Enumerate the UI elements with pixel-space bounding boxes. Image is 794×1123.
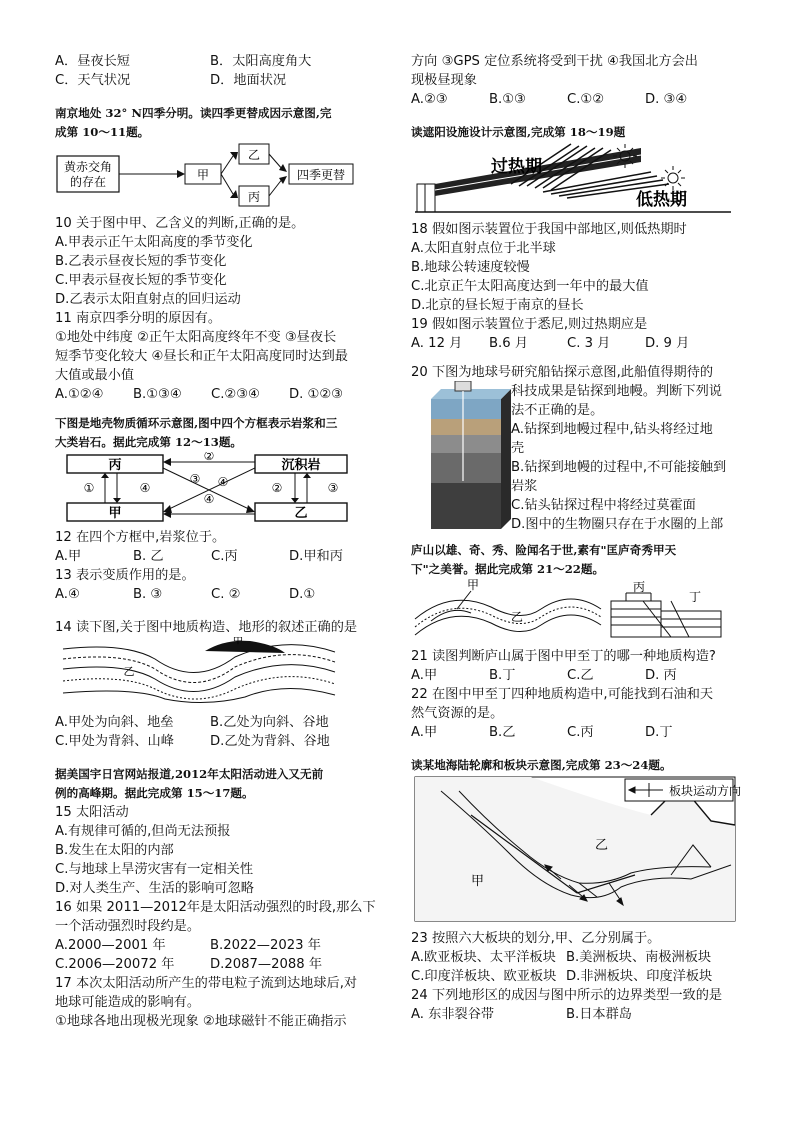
question-20: 法不正确的是。 bbox=[511, 403, 604, 418]
question-22: 22 在图中甲至丁四种地质构造中,可能找到石油和天 bbox=[411, 687, 714, 702]
option[interactable]: D.非洲板块、印度洋板块 bbox=[566, 969, 713, 984]
diagram-label: 乙 bbox=[247, 148, 261, 162]
right-column bbox=[411, 52, 746, 1024]
option[interactable]: C.与地球上旱涝灾害有一定相关性 bbox=[55, 862, 254, 877]
svg-text:②: ② bbox=[271, 481, 283, 495]
diagram-label: 四季更替 bbox=[296, 168, 346, 182]
option[interactable]: D.对人类生产、生活的影响可忽略 bbox=[55, 881, 254, 896]
option[interactable]: A.甲表示正午太阳高度的季节变化 bbox=[55, 235, 253, 250]
option[interactable]: C. 3 月 bbox=[567, 336, 611, 351]
question-16: 16 如果 2011—2012年是太阳活动强烈的时段,那么下 bbox=[55, 900, 376, 915]
option[interactable]: A.甲 bbox=[411, 668, 438, 683]
question-17-cont: 现极昼现象 bbox=[411, 73, 477, 88]
plate-label: 乙 bbox=[595, 838, 609, 853]
q23-options bbox=[411, 948, 746, 967]
left-column bbox=[55, 52, 395, 1031]
question-12: 12 在四个方框中,岩浆位于。 bbox=[55, 530, 226, 545]
question-17: 地球可能造成的影响有。 bbox=[55, 995, 201, 1010]
option[interactable]: C.②③④ bbox=[211, 387, 260, 402]
option[interactable]: A.①②④ bbox=[55, 387, 104, 402]
option[interactable]: D.乙表示太阳直射点的回归运动 bbox=[55, 292, 241, 307]
option[interactable]: D.丁 bbox=[645, 725, 673, 740]
option[interactable]: A.②③ bbox=[411, 92, 448, 107]
diagram-label: 丙 bbox=[247, 190, 261, 204]
option[interactable]: A.有规律可循的,但尚无法预报 bbox=[55, 824, 231, 839]
section-intro: 庐山以雄、奇、秀、险闻名于世,素有"匡庐奇秀甲天 bbox=[411, 543, 677, 557]
diagram-label: 丙 bbox=[633, 580, 646, 594]
q22-options bbox=[411, 723, 746, 742]
option[interactable]: D.图中的生物圈只存在于水圈的上部 bbox=[511, 517, 724, 532]
question-22: 然气资源的是。 bbox=[411, 706, 504, 721]
section-intro: 成第 10～11题。 bbox=[55, 125, 150, 139]
diagram-label: 甲 bbox=[232, 637, 244, 646]
question-17: 17 本次太阳活动所产生的带电粒子流到达地球后,对 bbox=[55, 976, 358, 991]
question-11-body: 短季节变化较大 ④昼长和正午太阳高度同时达到最 bbox=[55, 349, 348, 364]
section-intro: 据美国宇日宫网站报道,2012年太阳活动进入又无前 bbox=[55, 767, 324, 781]
option[interactable]: B.乙表示昼夜长短的季节变化 bbox=[55, 254, 227, 269]
option[interactable]: A.甲 bbox=[411, 725, 438, 740]
option[interactable]: D.甲和丙 bbox=[289, 549, 343, 564]
option[interactable]: B. 乙 bbox=[133, 549, 164, 564]
option[interactable]: C.丙 bbox=[567, 725, 594, 740]
q21-options bbox=[411, 666, 746, 685]
option[interactable]: A.④ bbox=[55, 587, 80, 602]
plates-map-diagram bbox=[411, 775, 741, 923]
option[interactable]: C.丙 bbox=[211, 549, 238, 564]
diagram-label: 丁 bbox=[689, 590, 702, 604]
option[interactable]: B.美洲板块、南极洲板块 bbox=[566, 950, 712, 965]
option[interactable]: C.2006—20072 年 bbox=[55, 957, 175, 972]
option[interactable]: B．太阳高度角大 bbox=[210, 54, 312, 69]
option[interactable]: 岩浆 bbox=[511, 479, 538, 494]
option[interactable]: A. 12 月 bbox=[411, 336, 463, 351]
diagram-label: 的存在 bbox=[69, 175, 107, 189]
section-intro: 读遮阳设施设计示意图,完成第 18～19题 bbox=[411, 125, 626, 139]
option[interactable]: B.①③ bbox=[489, 92, 526, 107]
section-intro: 读某地海陆轮廓和板块示意图,完成第 23～24题。 bbox=[411, 758, 672, 772]
option[interactable]: C.印度洋板块、欧亚板块 bbox=[411, 969, 557, 984]
option[interactable]: D.乙处为背斜、谷地 bbox=[210, 734, 330, 749]
diagram-label: 乙 bbox=[123, 665, 135, 678]
option[interactable]: A.太阳直射点位于北半球 bbox=[411, 241, 556, 256]
question-24: 24 下列地形区的成因与图中所示的边界类型一致的是 bbox=[411, 988, 723, 1003]
box-label: 乙 bbox=[294, 506, 308, 521]
option[interactable]: C.甲处为背斜、山峰 bbox=[55, 734, 174, 749]
question-19: 19 假如图示装置位于悉尼,则过热期应是 bbox=[411, 317, 648, 332]
svg-text:①: ① bbox=[83, 481, 95, 495]
q19-options bbox=[411, 334, 746, 353]
question-11-body: ①地处中纬度 ②正午太阳高度终年不变 ③昼夜长 bbox=[55, 330, 337, 345]
q13-options bbox=[55, 585, 395, 604]
svg-text:③: ③ bbox=[189, 472, 201, 486]
question-13: 13 表示变质作用的是。 bbox=[55, 568, 195, 583]
question-18: 18 假如图示装置位于我国中部地区,则低热期时 bbox=[411, 222, 687, 237]
q14-options bbox=[55, 713, 395, 732]
option[interactable]: C.甲表示昼夜长短的季节变化 bbox=[55, 273, 227, 288]
question-17-cont: 方向 ③GPS 定位系统将受到干扰 ④我国北方会出 bbox=[411, 54, 698, 69]
option[interactable]: D. ①②③ bbox=[289, 387, 344, 402]
option[interactable]: A.钻探到地幔过程中,钻头将经过地 bbox=[511, 422, 713, 437]
q16-options bbox=[55, 936, 395, 955]
svg-text:④: ④ bbox=[217, 475, 229, 489]
section-intro: 下"之美誉。据此完成第 21～22题。 bbox=[411, 562, 605, 576]
option[interactable]: D. 9 月 bbox=[645, 336, 690, 351]
q11-options bbox=[55, 385, 395, 404]
option[interactable]: A.欧亚板块、太平洋板块 bbox=[411, 950, 556, 965]
svg-text:④: ④ bbox=[203, 492, 215, 506]
section-intro: 大类岩石。据此完成第 12～13题。 bbox=[55, 435, 243, 449]
option[interactable]: D.2087—2088 年 bbox=[210, 957, 323, 972]
option[interactable]: B.钻探到地幔的过程中,不可能接触到 bbox=[511, 460, 727, 475]
section-intro: 南京地处 32° N四季分明。读四季更替成因示意图,完 bbox=[55, 106, 332, 120]
question-20: 科技成果是钻探到地幔。判断下列说 bbox=[511, 384, 722, 399]
diagram-label: 甲 bbox=[467, 579, 480, 592]
section-intro: 下图是地壳物质循环示意图,图中四个方框表示岩浆和三 bbox=[55, 416, 338, 430]
option[interactable]: A．昼夜长短 bbox=[55, 54, 130, 69]
question-14: 14 读下图,关于图中地质构造、地形的叙述正确的是 bbox=[55, 620, 358, 635]
diagram-label: 乙 bbox=[511, 610, 524, 624]
q14-options-2 bbox=[55, 732, 395, 751]
option[interactable]: A.甲处为向斜、地垒 bbox=[55, 715, 174, 730]
q20-block bbox=[411, 363, 746, 535]
q17-options bbox=[411, 90, 746, 109]
rock-cycle-diagram bbox=[55, 452, 355, 522]
question-10: 10 关于图中甲、乙含义的判断,正确的是。 bbox=[55, 216, 305, 231]
question-20: 20 下图为地球号研究船钻探示意图,此船值得期待的 bbox=[411, 365, 714, 380]
diagram-label: 黄赤交角 bbox=[63, 160, 113, 174]
option[interactable]: C.乙 bbox=[567, 668, 594, 683]
svg-text:②: ② bbox=[203, 452, 215, 463]
q23-options-2 bbox=[411, 967, 746, 986]
option[interactable]: D.① bbox=[289, 587, 316, 602]
option[interactable]: B. ③ bbox=[133, 587, 163, 602]
option[interactable]: C. ② bbox=[211, 587, 241, 602]
question-11-body: 大值或最小值 bbox=[55, 368, 135, 383]
option[interactable]: A.甲 bbox=[55, 549, 82, 564]
option[interactable]: B.①③④ bbox=[133, 387, 182, 402]
drilling-ship-diagram bbox=[421, 381, 511, 533]
question-16: 一个活动强烈时段约是。 bbox=[55, 919, 201, 934]
option[interactable]: B.丁 bbox=[489, 668, 516, 683]
svg-text:④: ④ bbox=[139, 481, 151, 495]
shading-device-diagram bbox=[411, 142, 741, 214]
option[interactable]: C.北京正午太阳高度达到一年中的最大值 bbox=[411, 279, 649, 294]
option[interactable]: B.乙处为向斜、谷地 bbox=[210, 715, 329, 730]
option[interactable]: C.①② bbox=[567, 92, 605, 107]
question-15: 15 太阳活动 bbox=[55, 805, 129, 820]
q9-options-2 bbox=[55, 71, 395, 90]
option[interactable]: A. 东非裂谷带 bbox=[411, 1007, 495, 1022]
option[interactable]: D.北京的昼长短于南京的昼长 bbox=[411, 298, 584, 313]
sun-icon bbox=[661, 166, 685, 190]
hot-period-label: 过热期 bbox=[491, 157, 542, 177]
option[interactable]: D. 丙 bbox=[645, 668, 677, 683]
option[interactable]: B.发生在太阳的内部 bbox=[55, 843, 174, 858]
question-17: ①地球各地出现极光现象 ②地球磁针不能正确指示 bbox=[55, 1014, 347, 1029]
diagram-label: 甲 bbox=[196, 168, 210, 182]
option[interactable]: B.乙 bbox=[489, 725, 516, 740]
box-label: 甲 bbox=[108, 506, 122, 521]
question-21: 21 读图判断庐山属于图中甲至丁的哪一种地质构造? bbox=[411, 649, 716, 664]
q9-options bbox=[55, 52, 395, 71]
q12-options bbox=[55, 547, 395, 566]
option[interactable]: C．天气状况 bbox=[55, 73, 131, 88]
option[interactable]: C.钻头钻探过程中将经过莫霍面 bbox=[511, 498, 696, 513]
option[interactable]: D. ③④ bbox=[645, 92, 688, 107]
legend-label: 板块运动方向 bbox=[669, 784, 741, 798]
plate-label: 甲 bbox=[471, 874, 485, 889]
low-period-label: 低热期 bbox=[636, 190, 687, 210]
question-11: 11 南京四季分明的原因有。 bbox=[55, 311, 222, 326]
fold-structure-diagram bbox=[55, 637, 345, 707]
q24-options bbox=[411, 1005, 746, 1024]
section-intro: 例的高峰期。据此完成第 15～17题。 bbox=[55, 786, 254, 800]
option[interactable]: B.2022—2023 年 bbox=[210, 938, 321, 953]
option[interactable]: D．地面状况 bbox=[210, 73, 287, 88]
geologic-structures-diagram bbox=[411, 579, 741, 641]
q16-options-2 bbox=[55, 955, 395, 974]
option[interactable]: B.日本群岛 bbox=[566, 1007, 632, 1022]
seasons-flow-diagram bbox=[55, 142, 395, 208]
svg-text:③: ③ bbox=[327, 481, 339, 495]
option[interactable]: A.2000—2001 年 bbox=[55, 938, 166, 953]
option[interactable]: 壳 bbox=[511, 441, 525, 456]
option[interactable]: B.地球公转速度较慢 bbox=[411, 260, 530, 275]
box-label: 沉积岩 bbox=[281, 458, 321, 473]
option[interactable]: B.6 月 bbox=[489, 336, 529, 351]
box-label: 丙 bbox=[108, 458, 122, 473]
question-23: 23 按照六大板块的划分,甲、乙分别属于。 bbox=[411, 931, 661, 946]
